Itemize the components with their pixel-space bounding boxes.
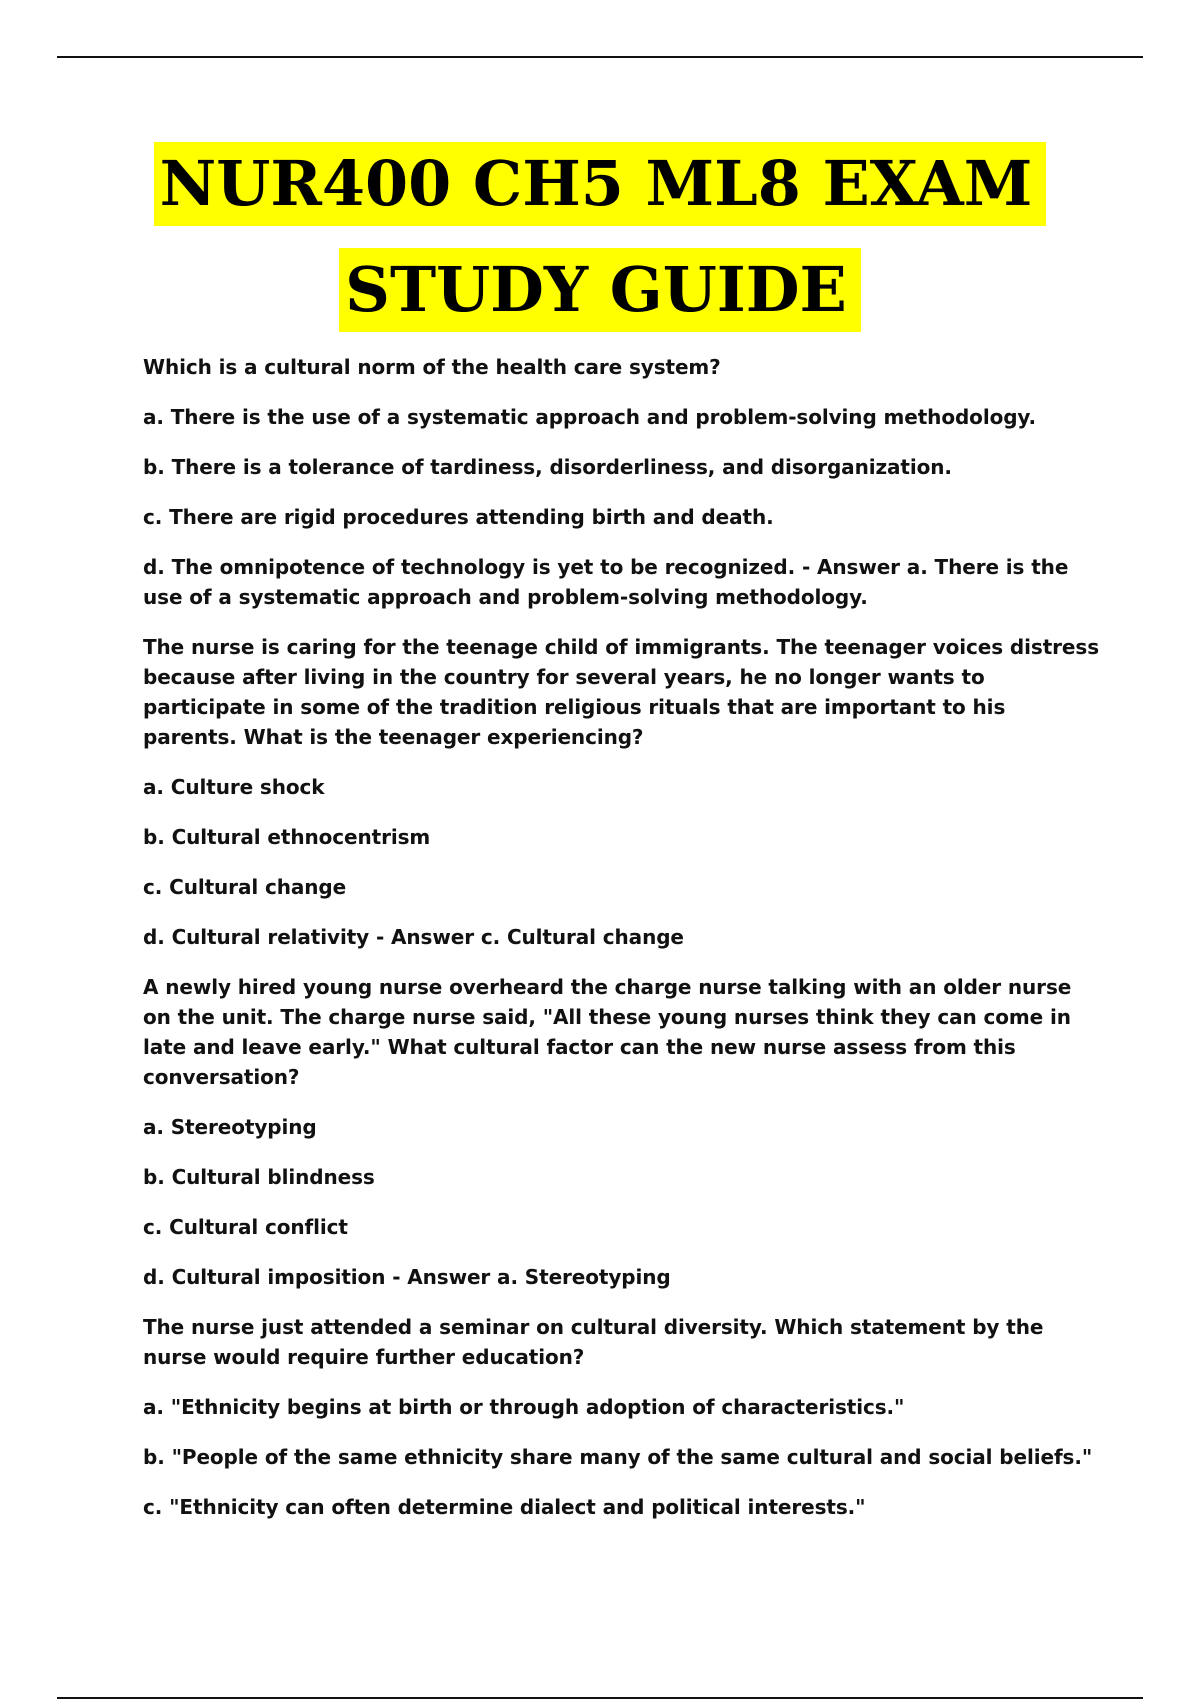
question-3-option-c: c. Cultural conflict [143, 1215, 348, 1239]
question-2-option-c: c. Cultural change [143, 875, 347, 899]
title-line-1 [0, 142, 1200, 248]
question-4-option-b: b. "People of the same ethnicity share many of the same cultural and social beliefs." [143, 1445, 1093, 1469]
question-1: Which is a cultural norm of the health care system? [143, 355, 721, 379]
top-rule [57, 56, 1143, 58]
title-line-1-text: NUR400 CH5 ML8 EXAM [154, 142, 1047, 226]
question-3: A newly hired young nurse overheard the charge nurse talking with an older nurse on the unit. The charge nurse said, "All these young nurses think they can come in late and leave early." What cultural factor can the new nurse assess from this conversation? [143, 975, 1072, 1089]
bottom-rule [57, 1697, 1143, 1699]
question-2-option-a: a. Culture shock [143, 775, 325, 799]
question-1-option-b: b. There is a tolerance of tardiness, disorderliness, and disorganization. [143, 455, 952, 479]
title-line-2-text: STUDY GUIDE [339, 248, 861, 332]
question-2-option-b: b. Cultural ethnocentrism [143, 825, 431, 849]
document-title [0, 142, 1200, 354]
question-4: The nurse just attended a seminar on cultural diversity. Which statement by the nurse would require further education? [143, 1315, 1044, 1369]
question-3-option-b: b. Cultural blindness [143, 1165, 375, 1189]
question-2-option-d-answer: d. Cultural relativity - Answer c. Cultural change [143, 925, 684, 949]
question-3-option-d-answer: d. Cultural imposition - Answer a. Stereotyping [143, 1265, 671, 1289]
question-3-option-a: a. Stereotyping [143, 1115, 317, 1139]
question-2: The nurse is caring for the teenage child of immigrants. The teenager voices distress because after living in the country for several years, he no longer wants to participate in some of the tradition religious rituals that are important to his parents. What is the teenager experiencing? [143, 635, 1100, 749]
question-1-option-a: a. There is the use of a systematic approach and problem-solving methodology. [143, 405, 1037, 429]
document-body [143, 352, 1103, 1542]
question-1-option-c: c. There are rigid procedures attending birth and death. [143, 505, 774, 529]
title-line-2 [0, 248, 1200, 354]
question-4-option-a: a. "Ethnicity begins at birth or through adoption of characteristics." [143, 1395, 905, 1419]
question-1-option-d-answer: d. The omnipotence of technology is yet to be recognized. - Answer a. There is the use of a systematic approach and problem-solving methodology. [143, 555, 1069, 609]
question-4-option-c: c. "Ethnicity can often determine dialect and political interests." [143, 1495, 866, 1519]
